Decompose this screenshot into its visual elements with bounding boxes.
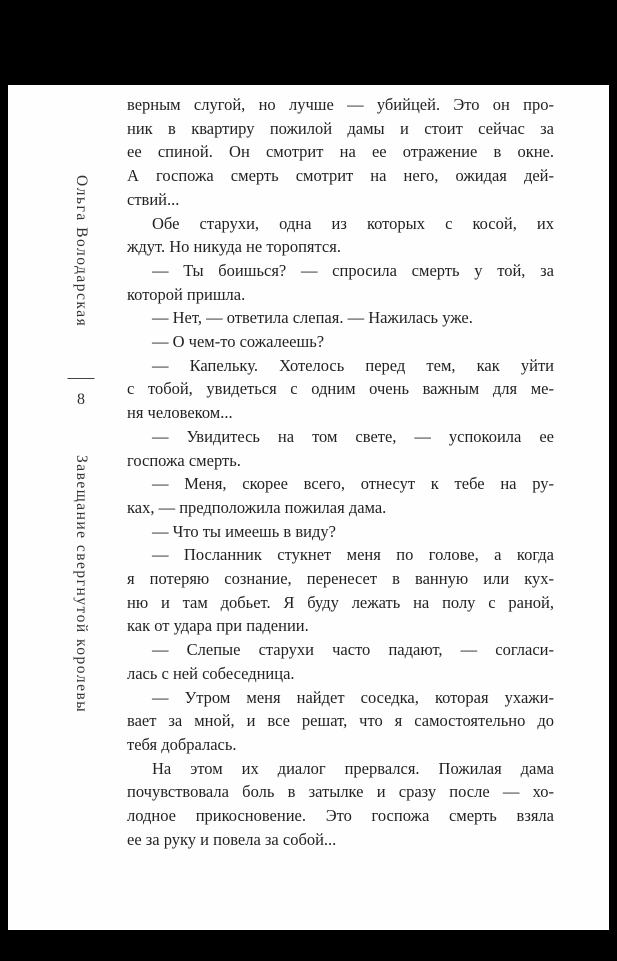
text-line: — Слепые старухи часто падают, — согласи- [152,640,554,660]
text-line: — Утром меня найдет соседка, которая ухажи- [152,687,554,707]
text-line: — Нет, — ответила слепая. — Нажилась уже. [152,308,473,328]
text-line: ее за руку и повела за собой... [127,829,337,849]
text-line: ня человеком... [127,403,233,423]
text-line: ню и там добьет. Я буду лежать на полу с раной, [127,592,554,612]
author-name-vertical: Ольга Володарская [73,175,90,328]
text-line: лодное прикосновение. Это госпожа смерть взяла [127,806,554,826]
text-line: верным слугой, но лучше — убийцей. Это он про- [127,95,554,114]
text-line: госпожа смерть. [127,450,241,470]
text-line: я потеряю сознание, перенесет в ванную или кух- [127,569,554,589]
text-line: — Что ты имеешь в виду? [152,521,336,541]
text-line: ее спиной. Он смотрит на ее отражение в окне. [127,142,554,162]
text-line: ствий... [127,189,180,209]
text-line: Обе старухи, одна из которых с косой, их [152,213,554,233]
text-line: которой пришла. [127,284,246,304]
text-line: как от удара при падении. [127,616,309,636]
text-line: вает за мной, и все решат, что я самостоятельно до [127,711,554,731]
text-line: с тобой, увидеться с одним очень важным для ме- [127,379,554,399]
text-line: — Меня, скорее всего, отнесут к тебе на ру- [152,474,554,494]
text-line: ник в квартиру пожилой дамы и стоит сейчас за [127,118,554,138]
text-line: — Увидитесь на том свете, — успокоила ее [152,426,554,446]
text-line: — Ты боишься? — спросила смерть у той, за [152,260,554,280]
text-line: почувствовала боль в затылке и сразу после — хо- [127,782,554,802]
text-line: лась с ней собеседница. [127,663,295,683]
page-number: 8 [77,391,85,408]
sidebar-divider [68,378,95,379]
text-line: — Посланник стукнет меня по голове, а когда [152,545,554,565]
book-page [8,85,609,930]
text-line: — Капельку. Хотелось перед тем, как уйти [152,355,554,375]
text-line: тебя добралась. [127,734,237,754]
text-line: ждут. Но никуда не торопятся. [127,237,341,257]
text-line: На этом их диалог прервался. Пожилая дама [152,758,554,778]
text-line: — О чем-то сожалеешь? [152,332,325,352]
text-block [127,93,554,852]
book-title-vertical: Завещание свергнутой королевы [73,455,90,714]
text-line: А госпожа смерть смотрит на него, ожидая дей- [127,166,554,186]
sidebar [8,85,138,930]
text-line: ках, — предположила пожилая дама. [127,497,387,517]
